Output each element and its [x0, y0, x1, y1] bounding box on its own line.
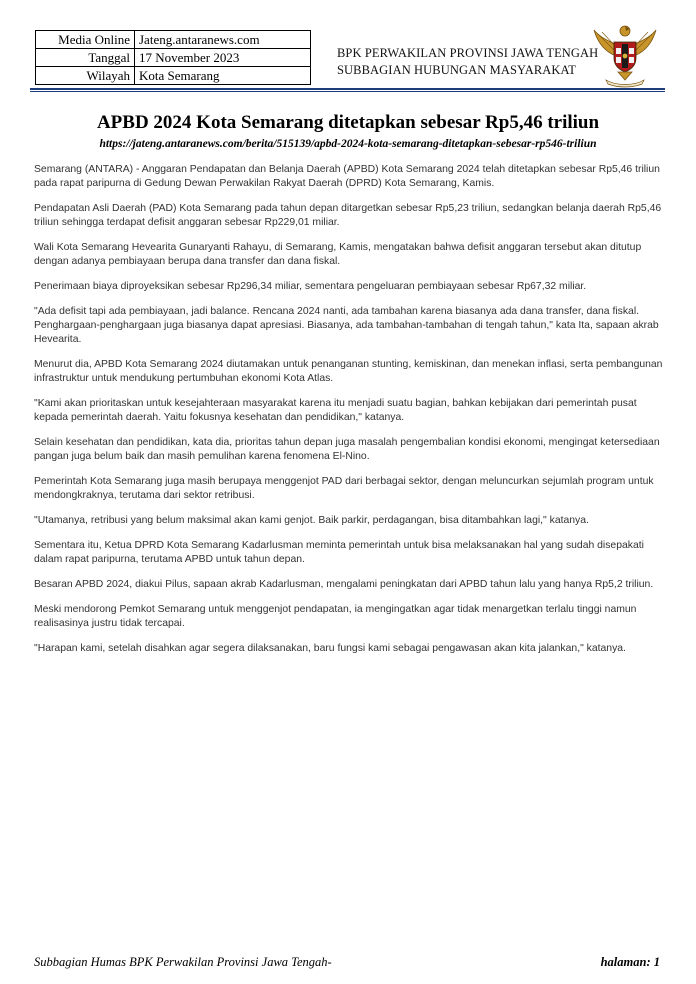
footer-organization: Subbagian Humas BPK Perwakilan Provinsi Jawa Tengah- [34, 955, 332, 969]
article-paragraph: Wali Kota Semarang Hevearita Gunaryanti Rahayu, di Semarang, Kamis, mengatakan bahwa defisit anggaran tersebut akan ditutup dengan adanya pembiayaan berupa dana transfer dan dana fiskal. [34, 242, 642, 267]
article-paragraph: "Harapan kami, setelah disahkan agar segera dilaksanakan, baru fungsi kami sebagai pengawasan akan kita jalankan," katanya. [34, 643, 626, 654]
date-value: 17 November 2023 [135, 49, 311, 67]
article-paragraph: "Utamanya, retribusi yang belum maksimal akan kami genjot. Baik parkir, perdagangan, bisa ditambahkan lagi," katanya. [34, 515, 589, 526]
media-value: Jateng.antaranews.com [135, 31, 311, 49]
article-paragraph: "Ada defisit tapi ada pembiayaan, jadi balance. Rencana 2024 nanti, ada tambahan karena biasanya ada dana transfer, dana fiskal. Penghargaan-penghargaan juga biasanya dapat apresiasi. Biasanya, ada tambahan-tambahan di tengah tahun," kata Ita, sapaan akrab Hevearita. [34, 306, 659, 345]
media-info-row [36, 31, 311, 49]
org-line-2: SUBBAGIAN HUBUNGAN MASYARAKAT [337, 63, 577, 77]
media-info-row [36, 49, 311, 67]
article-paragraph: Selain kesehatan dan pendidikan, kata dia, prioritas tahun depan juga masalah pengembalian kondisi ekonomi, mengingat ketersediaan pangan juga belum baik dan masih pemulihan karena fenomena El-Nino. [34, 437, 660, 462]
header-divider-thin [30, 91, 665, 92]
article-paragraph: Pemerintah Kota Semarang juga masih berupaya menggenjot PAD dari berbagai sektor, dengan meluncurkan sejumlah program untuk mendongkraknya, terutama dari sektor retribusi. [34, 476, 654, 501]
article-paragraph: Penerimaan biaya diproyeksikan sebesar Rp296,34 miliar, sementara pengeluaran pembiayaan sebesar Rp67,32 miliar. [34, 281, 587, 292]
article-paragraph: Meski mendorong Pemkot Semarang untuk menggenjot pendapatan, ia mengingatkan agar tidak menargetkan terlalu tinggi namun realisasinya justru tidak tercapai. [34, 604, 637, 629]
header-divider [30, 88, 665, 90]
garuda-emblem-icon [592, 20, 658, 88]
media-info-row [36, 67, 311, 85]
article-paragraph: Menurut dia, APBD Kota Semarang 2024 diutamakan untuk penanganan stunting, kemiskinan, dan menekan inflasi, serta pembangunan infrastruktur untuk mendukung pertumbuhan ekonomi Kota Atlas. [34, 359, 663, 384]
article-paragraph: Besaran APBD 2024, diakui Pilus, sapaan akrab Kadarlusman, mengalami peningkatan dari APBD tahun lalu yang hanya Rp5,2 triliun. [34, 579, 654, 590]
article-url: https://jateng.antaranews.com/berita/515139/apbd-2024-kota-semarang-ditetapkan-sebesar-rp546-triliun [99, 138, 597, 150]
article-title: APBD 2024 Kota Semarang ditetapkan sebesar Rp5,46 triliun [96, 112, 600, 133]
article-body [34, 163, 666, 667]
date-label: Tanggal [36, 49, 135, 67]
region-value: Kota Semarang [135, 67, 311, 85]
media-label: Media Online [36, 31, 135, 49]
article-paragraph: Semarang (ANTARA) - Anggaran Pendapatan dan Belanja Daerah (APBD) Kota Semarang 2024 telah ditetapkan sebesar Rp5,46 triliun pada rapat paripurna di Gedung Dewan Perwakilan Rakyat Daerah (DPRD) Kota Semarang, Kamis. [34, 164, 660, 189]
media-info-table [35, 30, 311, 85]
org-line-1: BPK PERWAKILAN PROVINSI JAWA TENGAH [337, 46, 599, 60]
article-paragraph: Sementara itu, Ketua DPRD Kota Semarang Kadarlusman meminta pemerintah untuk bisa melaksanakan hal yang sudah disepakati dalam rapat paripurna, terutama APBD untuk tahun depan. [34, 540, 644, 565]
article-paragraph: Pendapatan Asli Daerah (PAD) Kota Semarang pada tahun depan ditargetkan sebesar Rp5,23 triliun, sedangkan belanja daerah Rp5,46 triliun sehingga terdapat defisit anggaran sebesar Rp229,01 miliar. [34, 203, 662, 228]
region-label: Wilayah [36, 67, 135, 85]
article-paragraph: "Kami akan prioritaskan untuk kesejahteraan masyarakat karena itu menjadi suatu bagian, bahkan kebijakan dari pemerintah pusat kepada pemerintah daerah. Yaitu fokusnya kesehatan dan pendidikan," katanya. [34, 398, 637, 423]
organization-name [337, 45, 598, 79]
page-number: halaman: 1 [600, 955, 660, 969]
